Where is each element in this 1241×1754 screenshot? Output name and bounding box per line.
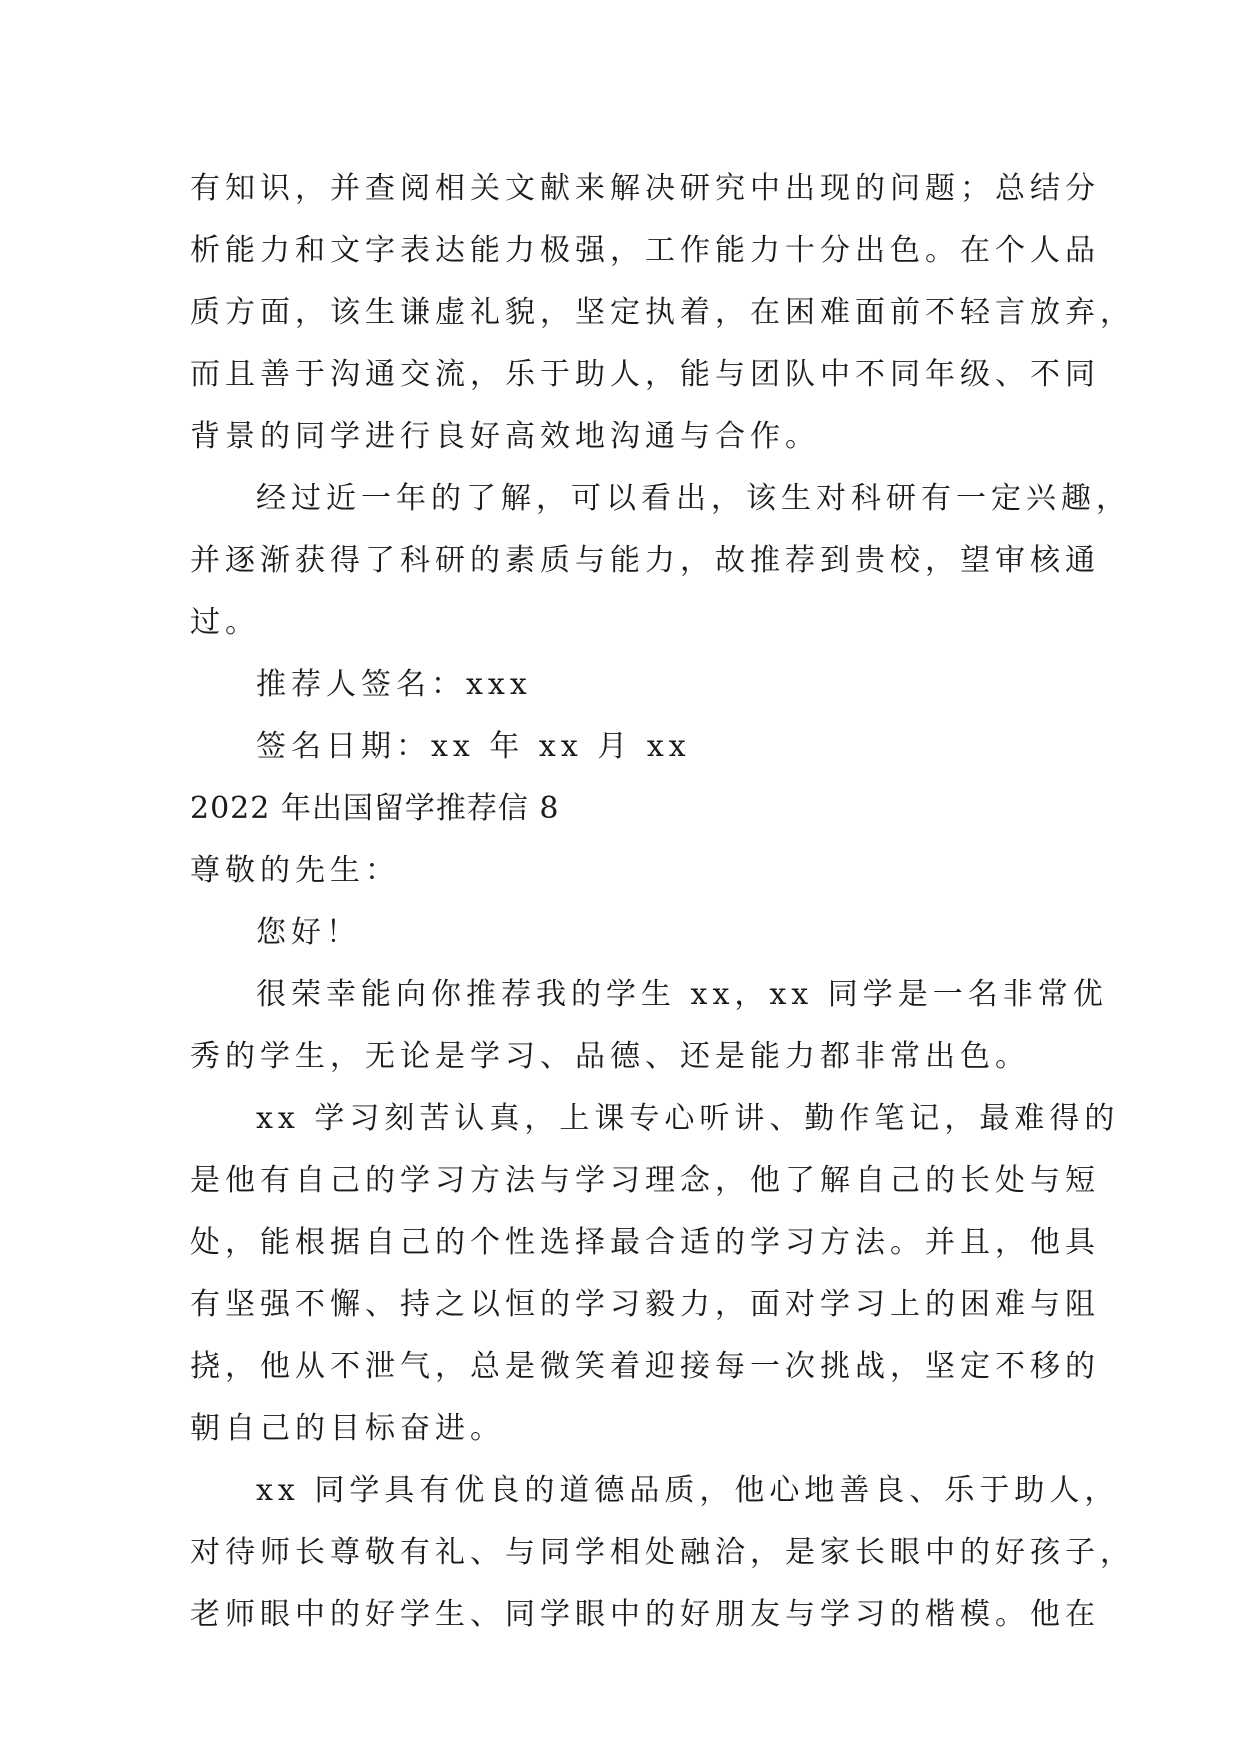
text-line: 对待师长尊敬有礼、与同学相处融洽，是家长眼中的好孩子，	[190, 1535, 1135, 1570]
text-line: 处，能根据自己的个性选择最合适的学习方法。并且，他具	[190, 1225, 1100, 1260]
text-line: 朝自己的目标奋进。	[190, 1411, 505, 1446]
salutation: 尊敬的先生：	[190, 853, 400, 888]
paragraph-start: 很荣幸能向你推荐我的学生 xx，xx 同学是一名非常优	[256, 977, 1108, 1012]
text-line: 过。	[190, 605, 260, 640]
signature-line: 推荐人签名：xxx	[256, 667, 532, 702]
paragraph-start: xx 同学具有优良的道德品质，他心地善良、乐于助人，	[256, 1473, 1120, 1508]
text-line: 老师眼中的好学生、同学眼中的好朋友与学习的楷模。他在	[190, 1597, 1100, 1632]
text-line: 挠，他从不泄气，总是微笑着迎接每一次挑战，坚定不移的	[190, 1349, 1100, 1384]
paragraph-start: xx 学习刻苦认真，上课专心听讲、勤作笔记，最难得的	[256, 1101, 1120, 1136]
text-line: 析能力和文字表达能力极强，工作能力十分出色。在个人品	[190, 233, 1100, 268]
greeting: 您好！	[256, 915, 361, 950]
document-body	[190, 158, 1135, 1646]
text-line: 并逐渐获得了科研的素质与能力，故推荐到贵校，望审核通	[190, 543, 1100, 578]
text-line: 有知识，并查阅相关文献来解决研究中出现的问题；总结分	[190, 171, 1100, 206]
text-line: 是他有自己的学习方法与学习理念，他了解自己的长处与短	[190, 1163, 1100, 1198]
signature-date-line: 签名日期：xx 年 xx 月 xx	[256, 729, 691, 764]
text-line: 有坚强不懈、持之以恒的学习毅力，面对学习上的困难与阻	[190, 1287, 1100, 1322]
letter-title: 2022 年出国留学推荐信 8	[190, 791, 560, 826]
paragraph-start: 经过近一年的了解，可以看出，该生对科研有一定兴趣，	[256, 481, 1131, 516]
text-line: 背景的同学进行良好高效地沟通与合作。	[190, 419, 820, 454]
text-line: 秀的学生，无论是学习、品德、还是能力都非常出色。	[190, 1039, 1030, 1074]
text-line: 而且善于沟通交流，乐于助人，能与团队中不同年级、不同	[190, 357, 1100, 392]
text-line: 质方面，该生谦虚礼貌，坚定执着，在困难面前不轻言放弃，	[190, 295, 1135, 330]
